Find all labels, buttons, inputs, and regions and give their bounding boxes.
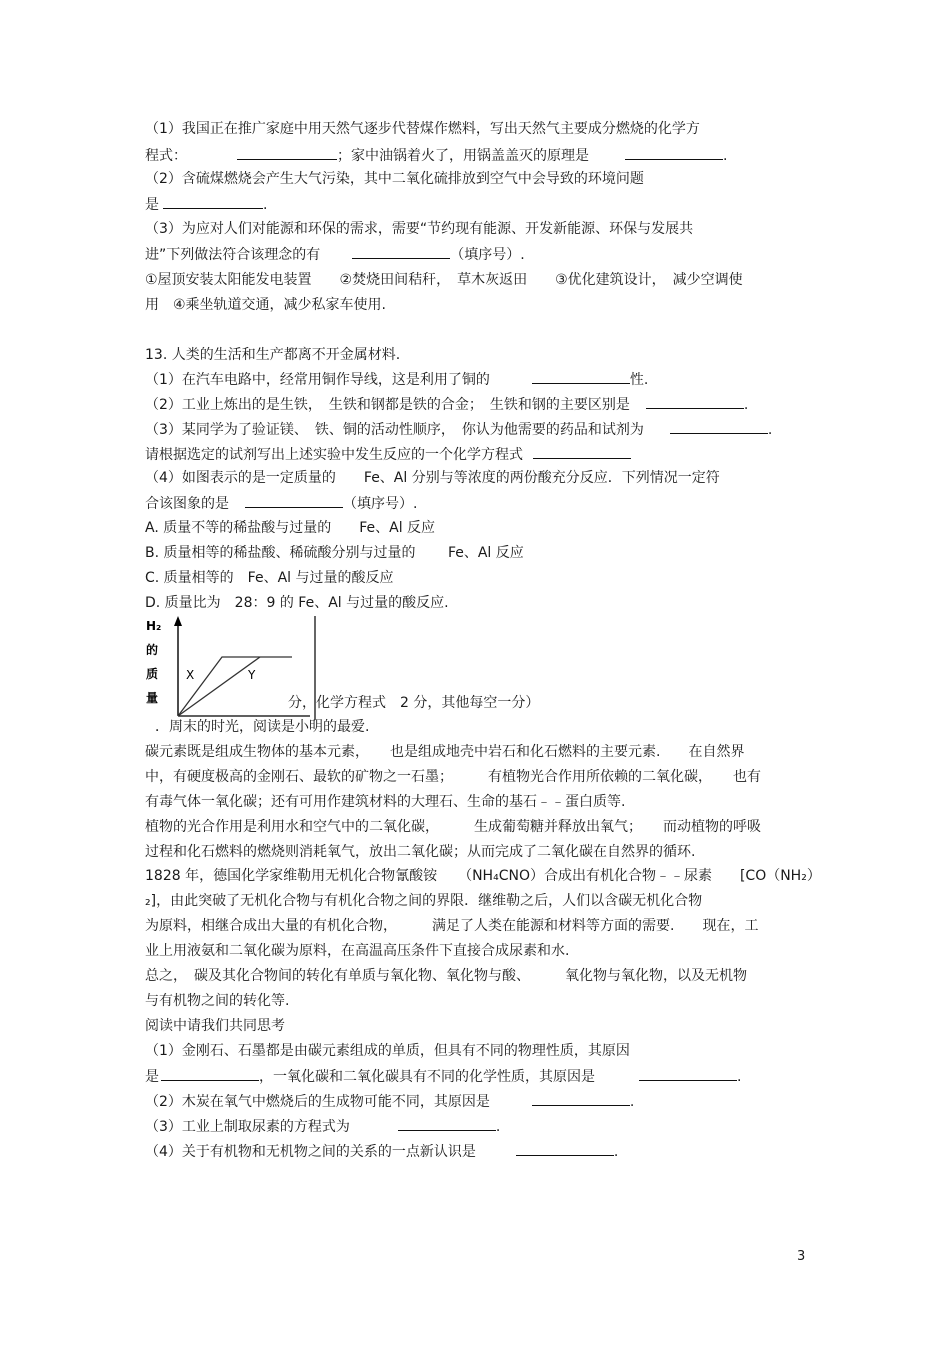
reading-line: 业上用液氨和二氧化碳为原料，在高温高压条件下直接合成尿素和水. [145,943,570,959]
reading-line: 与有机物之间的转化等. [145,993,290,1009]
graph-ylabel-1: H₂ [146,619,162,633]
reading-q1-line1: （1）金刚石、石墨都是由碳元素组成的单质，但具有不同的物理性质，其原因 [145,1043,630,1059]
q12-part2-line2: 是 . [145,194,267,215]
reading-q4: （4）关于有机物和无机物之间的关系的一点新认识是 . [145,1141,618,1162]
scoring-note: 分，化学方程式 2 分，其他每空一分） [288,695,540,711]
reading-line: 有毒气体一氧化碳；还有可用作建筑材料的大理石、生命的基石﹣﹣蛋白质等. [145,794,626,810]
answer-blank[interactable] [516,1141,614,1156]
answer-blank[interactable] [532,369,630,384]
q12-options-line1: ①屋顶安装太阳能发电装置 ②焚烧田间秸秆， 草木灰返田 ③优化建筑设计， 减少空调使 [145,272,743,288]
q13-title: 13. 人类的生活和生产都离不开金属材料. [145,347,401,363]
reading-line: 为原料，相继合成出大量的有机化合物， 满足了人类在能源和材料等方面的需要. 现在，工 [145,918,759,934]
answer-blank[interactable] [237,145,337,160]
answer-blank[interactable] [398,1116,496,1131]
q12-part3-line2: 进”下列做法符合该理念的有 （填序号）. [145,244,525,265]
answer-blank[interactable] [533,444,631,459]
line-y [178,657,260,716]
graph-ylabel-4: 量 [146,691,159,705]
reading-line: 中，有硬度极高的金刚石、最软的矿物之一石墨； 有植物光合作用所依赖的二氧化碳， 也有 [145,769,761,785]
q13-option-a: A. 质量不等的稀盐酸与过量的 Fe、Al 反应 [145,520,436,536]
answer-blank[interactable] [639,1066,737,1081]
q13-option-b: B. 质量相等的稀盐酸、稀硫酸分别与过量的 Fe、Al 反应 [145,545,524,561]
q13-part4-line2: 合该图象的是 （填序号）. [145,493,417,514]
reading-line: 过程和化石燃料的燃烧则消耗氧气，放出二氧化碳；从而完成了二氧化碳在自然界的循环. [145,844,696,860]
q13-option-c: C. 质量相等的 Fe、Al 与过量的酸反应 [145,570,394,586]
answer-blank[interactable] [161,1066,259,1081]
answer-blank[interactable] [352,244,450,259]
reading-line: 总之， 碳及其化合物间的转化有单质与氧化物、氧化物与酸、 氧化物与氧化物，以及无机物 [145,968,747,984]
reading-line: 阅读中请我们共同思考 [145,1018,285,1034]
reading-intro: ．周末的时光，阅读是小明的最爱. [155,719,370,735]
graph-ylabel-2: 的 [146,643,159,657]
graph-ylabel-3: 质 [146,667,159,681]
answer-blank[interactable] [245,493,343,508]
q12-options-line2: 用 ④乘坐轨道交通，减少私家车使用. [145,297,386,313]
y-axis-arrow [174,616,182,626]
line-x [178,657,292,716]
q13-part4-line1: （4）如图表示的是一定质量的 Fe、Al 分别与等浓度的两份酸充分反应．下列情况一定符 [145,470,720,486]
answer-blank[interactable] [670,419,768,434]
q12-part3-line1: （3）为应对人们对能源和环保的需求，需要“节约现有能源、开发新能源、环保与发展共 [145,221,694,237]
reading-line: ₂]，由此突破了无机化合物与有机化合物之间的界限．继维勒之后，人们以含碳无机化合物 [145,893,703,909]
reading-q3: （3）工业上制取尿素的方程式为 . [145,1116,500,1137]
q13-option-d: D. 质量比为 28：9 的 Fe、Al 与过量的酸反应. [145,595,449,611]
q13-part1: （1）在汽车电路中，经常用铜作导线，这是利用了铜的 性. [145,369,648,390]
reading-line: 1828 年，德国化学家维勒用无机化合物氰酸铵 （NH₄CNO）合成出有机化合物﹣﹣尿素 [CO（NH₂） [145,868,821,884]
q12-part1-line1: （1）我国正在推广家庭中用天然气逐步代替煤作燃料，写出天然气主要成分燃烧的化学方 [145,121,700,137]
q12-part2-line1: （2）含硫煤燃烧会产生大气污染，其中二氧化硫排放到空气中会导致的环境问题 [145,171,644,187]
q12-part1-line2: 程式： ；家中油锅着火了，用锅盖盖灭的原理是 . [145,145,727,166]
reading-q1-line2: 是 ，一氧化碳和二氧化碳具有不同的化学性质，其原因是 . [145,1066,741,1087]
reading-line: 碳元素既是组成生物体的基本元素， 也是组成地壳中岩石和化石燃料的主要元素. 在自然界 [145,744,745,760]
q13-part3-line2: 请根据选定的试剂写出上述实验中发生反应的一个化学方程式 [145,444,631,465]
page-number: 3 [797,1249,806,1264]
answer-blank[interactable] [532,1091,630,1106]
graph-label-x: X [186,668,195,682]
q13-part3: （3）某同学为了验证镁、 铁、铜的活动性顺序， 你认为他需要的药品和试剂为 . [145,419,772,440]
answer-blank[interactable] [625,145,723,160]
graph-label-y: Y [248,668,256,682]
q13-part2: （2）工业上炼出的是生铁， 生铁和钢都是铁的合金； 生铁和钢的主要区别是 . [145,394,748,415]
reading-line: 植物的光合作用是利用水和空气中的二氧化碳， 生成葡萄糖并释放出氧气； 而动植物的呼吸 [145,819,761,835]
answer-blank[interactable] [163,194,263,209]
reading-q2: （2）木炭在氧气中燃烧后的生成物可能不同，其原因是 . [145,1091,634,1112]
answer-blank[interactable] [646,394,744,409]
